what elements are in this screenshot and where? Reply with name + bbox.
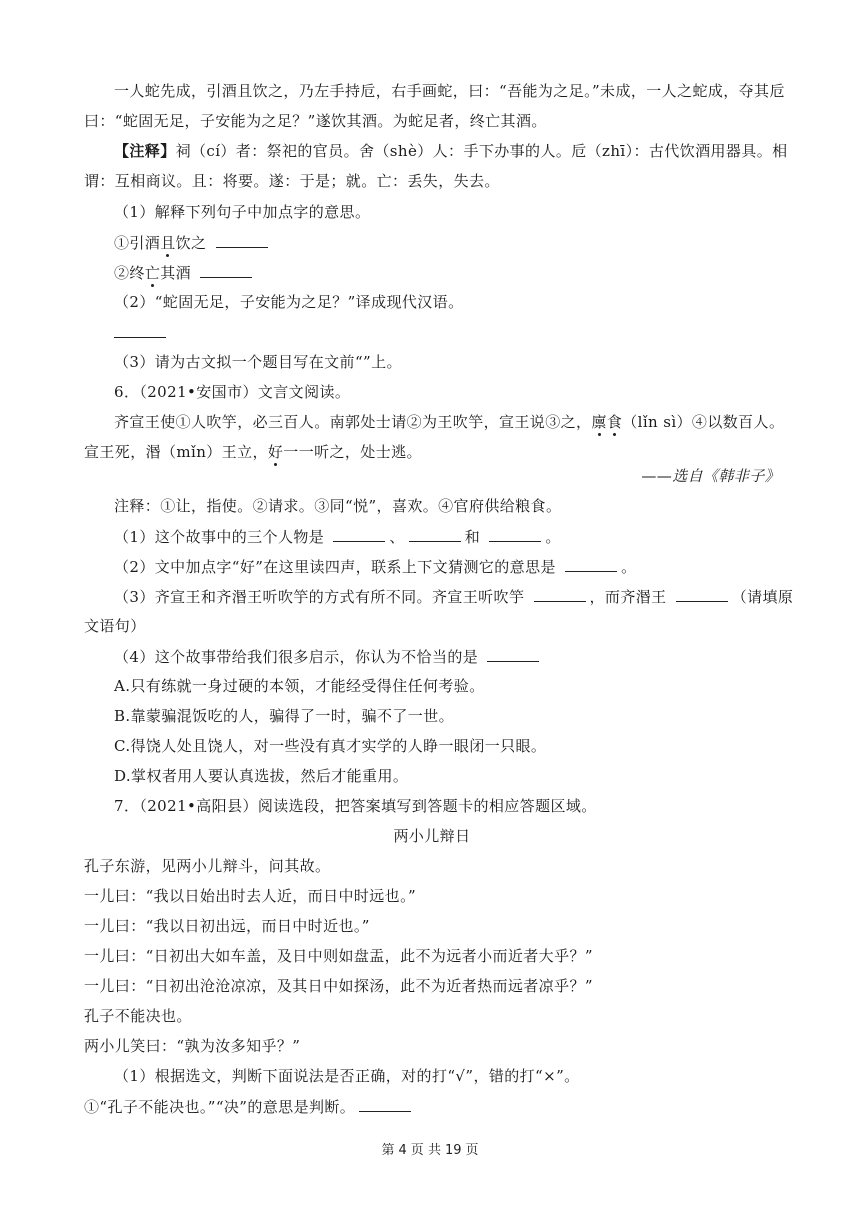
- passage7-line-5: 一儿曰：“日初出沧沧凉凉，及其日中如探汤，此不为近者热而远者凉乎？”: [84, 977, 593, 995]
- passage6-notes: 注释：①让，指使。②请求。③同“悦”，喜欢。④官府供给粮食。: [114, 497, 562, 515]
- page-total: 19: [444, 1143, 462, 1158]
- passage7-line-6: 孔子不能决也。: [84, 1007, 192, 1025]
- question-6-heading: 6．（2021•安国市）文言文阅读。: [114, 383, 351, 401]
- passage5-question-3: （3）请为古文拟一个题目写在文前“”上。: [114, 353, 402, 371]
- passage5-question-1: （1）解释下列句子中加点字的意思。: [114, 203, 371, 221]
- answer-blank[interactable]: [534, 586, 586, 602]
- passage5-notes-line-2: 谓：互相商议。且：将要。遂：于是；就。亡：丢失，失去。: [84, 172, 500, 190]
- emphasis-dot-char: 且: [160, 234, 176, 252]
- emphasis-dot-char: 亡: [144, 264, 161, 282]
- page-number: 4: [398, 1143, 407, 1158]
- passage7-line-2: 一儿曰：“我以日始出时去人近，而日中时远也。”: [84, 887, 417, 905]
- answer-blank[interactable]: [676, 586, 728, 602]
- passage6-text-line-1: 齐宣王使①人吹竽，必三百人。南郭处士请②为王吹竽，宣王说③之，廪食（lǐn sì）④以数百人。: [114, 413, 785, 431]
- emphasis-dot-char: 好: [267, 443, 284, 461]
- option-b: B.靠蒙骗混饭吃的人，骗得了一时，骗不了一世。: [114, 707, 454, 725]
- page-footer: 第 4 页 共 19 页: [381, 1143, 479, 1158]
- passage5-question-2: （2）“蛇固无足，子安能为之足？”译成现代汉语。: [114, 293, 464, 311]
- passage7-title: 两小儿辩日: [393, 827, 471, 845]
- option-c: C.得饶人处且饶人，对一些没有真才实学的人睁一眼闭一只眼。: [114, 737, 547, 755]
- emphasis-dot-char: 食: [606, 413, 623, 431]
- passage6-question-3: （3）齐宣王和齐湣王听吹竽的方式有所不同。齐宣王听吹竽 ，而齐湣王 （请填原: [114, 588, 794, 606]
- notes-label: 【注释】: [114, 142, 176, 160]
- answer-blank[interactable]: [200, 262, 252, 278]
- answer-blank[interactable]: [114, 322, 166, 338]
- passage5-line-2: 曰：“蛇固无足，子安能为之足？”遂饮其酒。为蛇足者，终亡其酒。: [84, 112, 547, 130]
- passage5-question-2-answer: [114, 322, 780, 343]
- answer-blank[interactable]: [216, 232, 268, 248]
- passage7-question-1a: ①“孔子不能决也。”“决”的意思是判断。: [84, 1096, 780, 1117]
- answer-blank[interactable]: [489, 526, 541, 542]
- answer-blank[interactable]: [359, 1096, 411, 1112]
- passage7-line-1: 孔子东游，见两小儿辩斗，问其故。: [84, 857, 331, 875]
- passage5-question-1a: ①引酒且饮之: [114, 232, 780, 253]
- passage5-question-1b: ②终亡其酒: [114, 262, 780, 283]
- passage7-line-7: 两小儿笑曰：“孰为汝多知乎？”: [84, 1037, 301, 1055]
- passage7-line-4: 一儿曰：“日初出大如车盖，及日中则如盘盂，此不为远者小而近者大乎？”: [84, 947, 593, 965]
- answer-blank[interactable]: [487, 646, 539, 662]
- passage7-line-3: 一儿曰：“我以日初出远，而日中时近也。”: [84, 917, 370, 935]
- passage6-source: ——选自《韩非子》: [641, 467, 780, 485]
- passage6-question-4: （4）这个故事带给我们很多启示，你认为不恰当的是: [114, 646, 780, 667]
- passage6-question-2: （2）文中加点字“好”在这里读四声，联系上下文猜测它的意思是 。: [114, 558, 637, 576]
- passage7-question-1: （1）根据选文，判断下面说法是否正确，对的打“√”，错的打“×”。: [114, 1067, 580, 1085]
- emphasis-dot-char: 廪: [591, 413, 607, 431]
- answer-blank[interactable]: [565, 556, 617, 572]
- passage6-question-3-line-2: 文语句）: [84, 617, 146, 635]
- passage5-notes-line-1: [114, 141, 788, 161]
- option-d: D.掌权者用人要认真选拔，然后才能重用。: [114, 767, 409, 785]
- passage5-line-1: 一人蛇先成，引酒且饮之，乃左手持卮，右手画蛇，曰：“吾能为之足。”未成，一人之蛇成，夺其卮: [114, 82, 785, 100]
- passage6-question-1: （1）这个故事中的三个人物是 、 和 。: [114, 528, 561, 546]
- notes-text: 祠（cí）者：祭祀的官员。舍（shè）人：手下办事的人。卮（zhī）：古代饮酒用器具。相: [175, 142, 788, 160]
- answer-blank[interactable]: [333, 526, 385, 542]
- option-a: A.只有练就一身过硬的本领，才能经受得住任何考验。: [114, 677, 485, 695]
- question-7-heading: 7．（2021•高阳县）阅读选段，把答案填写到答题卡的相应答题区域。: [114, 797, 597, 815]
- passage6-text-line-2: 宣王死，湣（mǐn）王立，好一一听之，处士逃。: [84, 443, 422, 461]
- answer-blank[interactable]: [409, 526, 461, 542]
